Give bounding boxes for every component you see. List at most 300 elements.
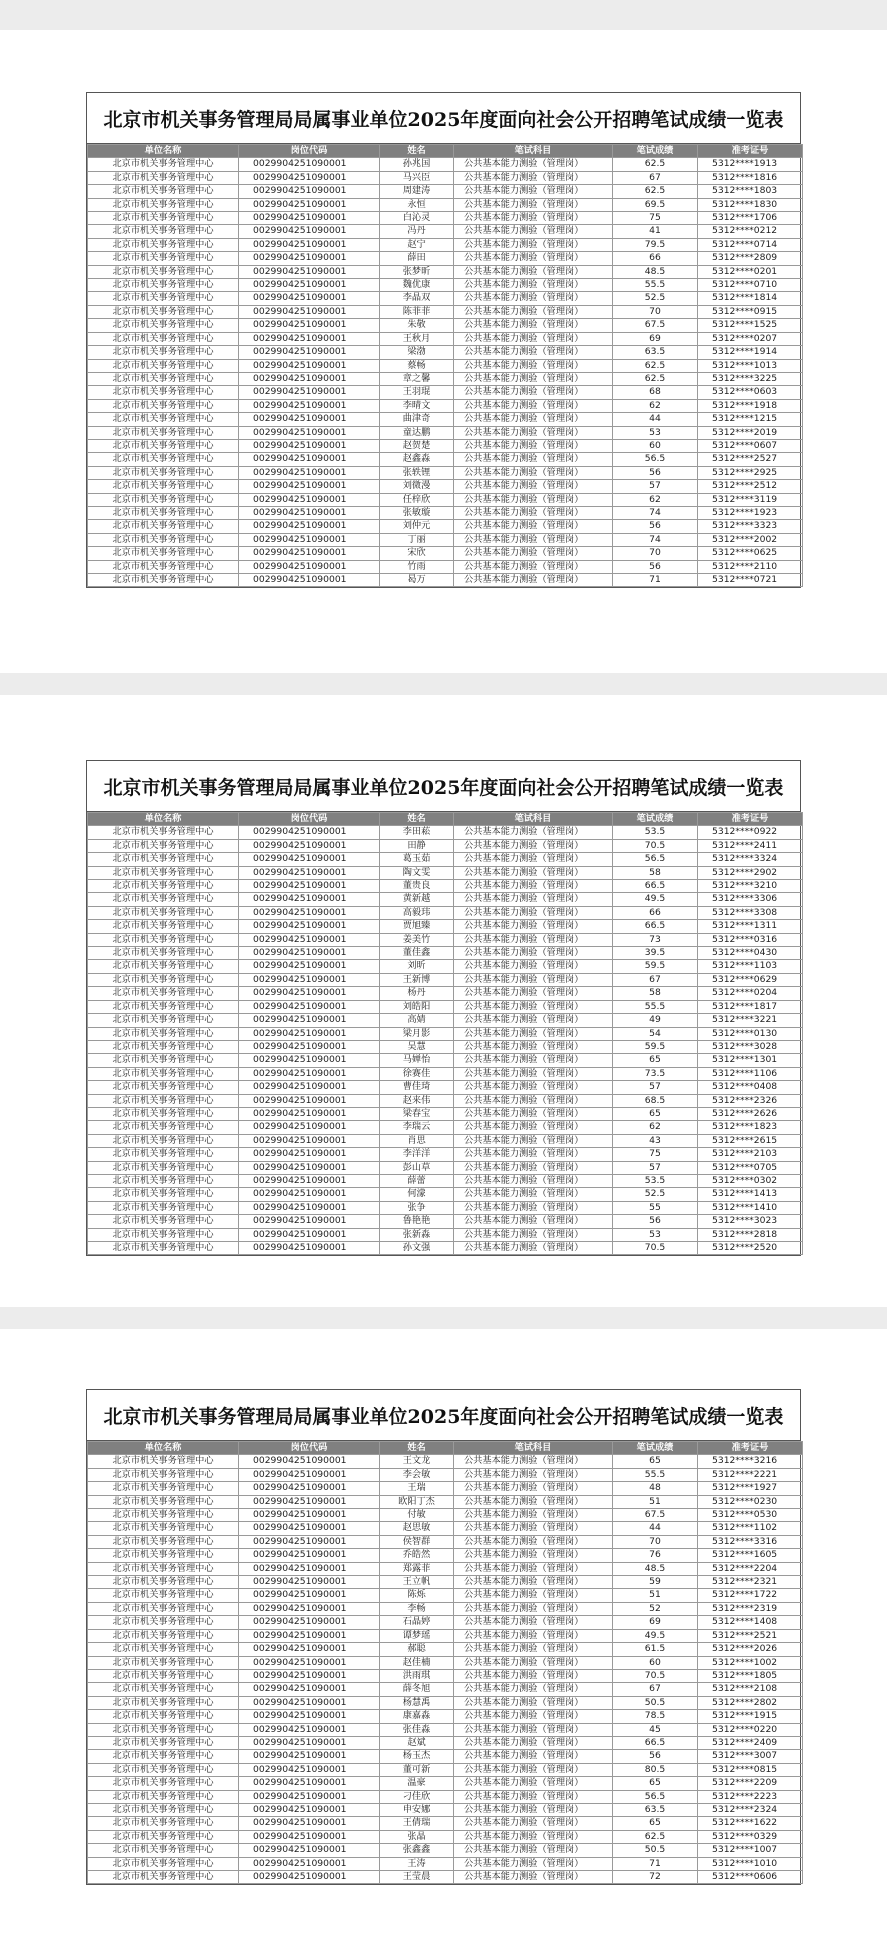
exam-score-cell: 62 bbox=[613, 399, 698, 412]
candidate-name-cell: 白沁灵 bbox=[380, 212, 454, 225]
ticket-number-cell: 5312****1816 bbox=[698, 171, 803, 184]
table-row bbox=[88, 987, 803, 1000]
ticket-number-cell: 5312****1830 bbox=[698, 198, 803, 211]
exam-subject-cell: 公共基本能力测验（管理岗） bbox=[454, 305, 613, 318]
header-ticket-number: 准考证号 bbox=[698, 145, 803, 158]
exam-subject-cell: 公共基本能力测验（管理岗） bbox=[454, 1535, 613, 1548]
unit-name-cell: 北京市机关事务管理中心 bbox=[88, 1014, 239, 1027]
table-row bbox=[88, 1683, 803, 1696]
post-code-cell: 0029904251090001 bbox=[239, 346, 380, 359]
unit-name-cell: 北京市机关事务管理中心 bbox=[88, 305, 239, 318]
exam-score-cell: 75 bbox=[613, 212, 698, 225]
post-code-cell: 0029904251090001 bbox=[239, 1495, 380, 1508]
exam-score-cell: 58 bbox=[613, 987, 698, 1000]
exam-subject-cell: 公共基本能力测验（管理岗） bbox=[454, 238, 613, 251]
ticket-number-cell: 5312****1817 bbox=[698, 1000, 803, 1013]
ticket-number-cell: 5312****0710 bbox=[698, 279, 803, 292]
post-code-cell: 0029904251090001 bbox=[239, 413, 380, 426]
ticket-number-cell: 5312****2223 bbox=[698, 1790, 803, 1803]
candidate-name-cell: 赵斌 bbox=[380, 1736, 454, 1749]
exam-score-cell: 61.5 bbox=[613, 1643, 698, 1656]
unit-name-cell: 北京市机关事务管理中心 bbox=[88, 1121, 239, 1134]
table-row bbox=[88, 1121, 803, 1134]
ticket-number-cell: 5312****3023 bbox=[698, 1215, 803, 1228]
ticket-number-cell: 5312****0207 bbox=[698, 332, 803, 345]
table-row bbox=[88, 1669, 803, 1682]
ticket-number-cell: 5312****1408 bbox=[698, 1616, 803, 1629]
candidate-name-cell: 刁佳欣 bbox=[380, 1790, 454, 1803]
candidate-name-cell: 竹雨 bbox=[380, 560, 454, 573]
exam-score-cell: 53 bbox=[613, 1228, 698, 1241]
ticket-number-cell: 5312****3323 bbox=[698, 520, 803, 533]
table-row bbox=[88, 185, 803, 198]
ticket-number-cell: 5312****1010 bbox=[698, 1857, 803, 1870]
exam-score-cell: 70.5 bbox=[613, 1669, 698, 1682]
score-table bbox=[87, 144, 803, 587]
exam-subject-cell: 公共基本能力测验（管理岗） bbox=[454, 1161, 613, 1174]
post-code-cell: 0029904251090001 bbox=[239, 1000, 380, 1013]
exam-subject-cell: 公共基本能力测验（管理岗） bbox=[454, 1710, 613, 1723]
table-row bbox=[88, 1830, 803, 1843]
candidate-name-cell: 姜美竹 bbox=[380, 933, 454, 946]
post-code-cell: 0029904251090001 bbox=[239, 1696, 380, 1709]
post-code-cell: 0029904251090001 bbox=[239, 960, 380, 973]
candidate-name-cell: 刘仲元 bbox=[380, 520, 454, 533]
unit-name-cell: 北京市机关事务管理中心 bbox=[88, 372, 239, 385]
exam-subject-cell: 公共基本能力测验（管理岗） bbox=[454, 1215, 613, 1228]
exam-subject-cell: 公共基本能力测验（管理岗） bbox=[454, 1134, 613, 1147]
post-code-cell: 0029904251090001 bbox=[239, 1857, 380, 1870]
ticket-number-cell: 5312****2925 bbox=[698, 466, 803, 479]
post-code-cell: 0029904251090001 bbox=[239, 439, 380, 452]
unit-name-cell: 北京市机关事务管理中心 bbox=[88, 906, 239, 919]
exam-subject-cell: 公共基本能力测验（管理岗） bbox=[454, 1750, 613, 1763]
candidate-name-cell: 陶文雯 bbox=[380, 866, 454, 879]
unit-name-cell: 北京市机关事务管理中心 bbox=[88, 1562, 239, 1575]
table-row bbox=[88, 1803, 803, 1816]
ticket-number-cell: 5312****0430 bbox=[698, 947, 803, 960]
ticket-number-cell: 5312****2527 bbox=[698, 453, 803, 466]
candidate-name-cell: 李晴文 bbox=[380, 399, 454, 412]
candidate-name-cell: 董贵良 bbox=[380, 880, 454, 893]
exam-subject-cell: 公共基本能力测验（管理岗） bbox=[454, 906, 613, 919]
table-body bbox=[88, 158, 803, 587]
table-row bbox=[88, 520, 803, 533]
post-code-cell: 0029904251090001 bbox=[239, 1763, 380, 1776]
post-code-cell: 0029904251090001 bbox=[239, 158, 380, 171]
document-page-1 bbox=[0, 30, 887, 673]
post-code-cell: 0029904251090001 bbox=[239, 279, 380, 292]
table-row bbox=[88, 171, 803, 184]
post-code-cell: 0029904251090001 bbox=[239, 1643, 380, 1656]
exam-subject-cell: 公共基本能力测验（管理岗） bbox=[454, 1576, 613, 1589]
candidate-name-cell: 赵佳楠 bbox=[380, 1656, 454, 1669]
post-code-cell: 0029904251090001 bbox=[239, 880, 380, 893]
table-row bbox=[88, 1027, 803, 1040]
exam-subject-cell: 公共基本能力测验（管理岗） bbox=[454, 185, 613, 198]
ticket-number-cell: 5312****2019 bbox=[698, 426, 803, 439]
ticket-number-cell: 5312****3216 bbox=[698, 1455, 803, 1468]
header-post-code: 岗位代码 bbox=[239, 145, 380, 158]
unit-name-cell: 北京市机关事务管理中心 bbox=[88, 413, 239, 426]
ticket-number-cell: 5312****0212 bbox=[698, 225, 803, 238]
ticket-number-cell: 5312****1102 bbox=[698, 1522, 803, 1535]
candidate-name-cell: 杨丹 bbox=[380, 987, 454, 1000]
exam-subject-cell: 公共基本能力测验（管理岗） bbox=[454, 1830, 613, 1843]
exam-score-cell: 70 bbox=[613, 547, 698, 560]
exam-score-cell: 76 bbox=[613, 1549, 698, 1562]
post-code-cell: 0029904251090001 bbox=[239, 1522, 380, 1535]
exam-subject-cell: 公共基本能力测验（管理岗） bbox=[454, 386, 613, 399]
candidate-name-cell: 张争 bbox=[380, 1201, 454, 1214]
post-code-cell: 0029904251090001 bbox=[239, 1589, 380, 1602]
header-unit-name: 单位名称 bbox=[88, 813, 239, 826]
unit-name-cell: 北京市机关事务管理中心 bbox=[88, 1174, 239, 1187]
exam-score-cell: 59 bbox=[613, 1576, 698, 1589]
exam-subject-cell: 公共基本能力测验（管理岗） bbox=[454, 987, 613, 1000]
exam-score-cell: 57 bbox=[613, 1081, 698, 1094]
exam-score-cell: 72 bbox=[613, 1871, 698, 1884]
unit-name-cell: 北京市机关事务管理中心 bbox=[88, 1576, 239, 1589]
ticket-number-cell: 5312****1002 bbox=[698, 1656, 803, 1669]
candidate-name-cell: 鲁艳艳 bbox=[380, 1215, 454, 1228]
score-sheet bbox=[86, 760, 801, 1256]
exam-subject-cell: 公共基本能力测验（管理岗） bbox=[454, 1817, 613, 1830]
exam-subject-cell: 公共基本能力测验（管理岗） bbox=[454, 1107, 613, 1120]
ticket-number-cell: 5312****3007 bbox=[698, 1750, 803, 1763]
ticket-number-cell: 5312****2321 bbox=[698, 1576, 803, 1589]
unit-name-cell: 北京市机关事务管理中心 bbox=[88, 1107, 239, 1120]
exam-score-cell: 66.5 bbox=[613, 880, 698, 893]
ticket-number-cell: 5312****1215 bbox=[698, 413, 803, 426]
candidate-name-cell: 康嘉淼 bbox=[380, 1710, 454, 1723]
exam-score-cell: 62.5 bbox=[613, 372, 698, 385]
exam-score-cell: 65 bbox=[613, 1107, 698, 1120]
exam-subject-cell: 公共基本能力测验（管理岗） bbox=[454, 1468, 613, 1481]
post-code-cell: 0029904251090001 bbox=[239, 1535, 380, 1548]
table-row bbox=[88, 1495, 803, 1508]
exam-subject-cell: 公共基本能力测验（管理岗） bbox=[454, 1723, 613, 1736]
unit-name-cell: 北京市机关事务管理中心 bbox=[88, 1455, 239, 1468]
table-row bbox=[88, 466, 803, 479]
unit-name-cell: 北京市机关事务管理中心 bbox=[88, 1054, 239, 1067]
exam-score-cell: 50.5 bbox=[613, 1696, 698, 1709]
sheet-title: 北京市机关事务管理局局属事业单位2025年度面向社会公开招聘笔试成绩一览表 bbox=[87, 1390, 800, 1441]
unit-name-cell: 北京市机关事务管理中心 bbox=[88, 279, 239, 292]
unit-name-cell: 北京市机关事务管理中心 bbox=[88, 1242, 239, 1255]
candidate-name-cell: 李田菘 bbox=[380, 826, 454, 839]
exam-subject-cell: 公共基本能力测验（管理岗） bbox=[454, 547, 613, 560]
ticket-number-cell: 5312****0201 bbox=[698, 265, 803, 278]
unit-name-cell: 北京市机关事务管理中心 bbox=[88, 292, 239, 305]
candidate-name-cell: 魏优康 bbox=[380, 279, 454, 292]
document-page-2 bbox=[0, 695, 887, 1307]
exam-score-cell: 71 bbox=[613, 1857, 698, 1870]
table-row bbox=[88, 880, 803, 893]
exam-score-cell: 67.5 bbox=[613, 1509, 698, 1522]
unit-name-cell: 北京市机关事务管理中心 bbox=[88, 1790, 239, 1803]
unit-name-cell: 北京市机关事务管理中心 bbox=[88, 547, 239, 560]
post-code-cell: 0029904251090001 bbox=[239, 560, 380, 573]
candidate-name-cell: 贾旭臻 bbox=[380, 920, 454, 933]
exam-score-cell: 67 bbox=[613, 973, 698, 986]
ticket-number-cell: 5312****0606 bbox=[698, 1871, 803, 1884]
post-code-cell: 0029904251090001 bbox=[239, 238, 380, 251]
exam-subject-cell: 公共基本能力测验（管理岗） bbox=[454, 866, 613, 879]
unit-name-cell: 北京市机关事务管理中心 bbox=[88, 453, 239, 466]
post-code-cell: 0029904251090001 bbox=[239, 1790, 380, 1803]
ticket-number-cell: 5312****3225 bbox=[698, 372, 803, 385]
post-code-cell: 0029904251090001 bbox=[239, 947, 380, 960]
exam-score-cell: 66.5 bbox=[613, 920, 698, 933]
post-code-cell: 0029904251090001 bbox=[239, 1014, 380, 1027]
post-code-cell: 0029904251090001 bbox=[239, 1054, 380, 1067]
table-row bbox=[88, 198, 803, 211]
exam-subject-cell: 公共基本能力测验（管理岗） bbox=[454, 1014, 613, 1027]
post-code-cell: 0029904251090001 bbox=[239, 1228, 380, 1241]
exam-subject-cell: 公共基本能力测验（管理岗） bbox=[454, 533, 613, 546]
candidate-name-cell: 薛冬旭 bbox=[380, 1683, 454, 1696]
exam-score-cell: 70 bbox=[613, 1535, 698, 1548]
unit-name-cell: 北京市机关事务管理中心 bbox=[88, 1616, 239, 1629]
table-row bbox=[88, 1054, 803, 1067]
unit-name-cell: 北京市机关事务管理中心 bbox=[88, 212, 239, 225]
ticket-number-cell: 5312****0607 bbox=[698, 439, 803, 452]
exam-score-cell: 44 bbox=[613, 1522, 698, 1535]
table-row bbox=[88, 1509, 803, 1522]
unit-name-cell: 北京市机关事务管理中心 bbox=[88, 1844, 239, 1857]
exam-score-cell: 65 bbox=[613, 1455, 698, 1468]
ticket-number-cell: 5312****0204 bbox=[698, 987, 803, 1000]
table-row bbox=[88, 574, 803, 587]
table-row bbox=[88, 1067, 803, 1080]
table-row bbox=[88, 933, 803, 946]
table-row bbox=[88, 1629, 803, 1642]
table-row bbox=[88, 947, 803, 960]
table-row bbox=[88, 1201, 803, 1214]
unit-name-cell: 北京市机关事务管理中心 bbox=[88, 332, 239, 345]
post-code-cell: 0029904251090001 bbox=[239, 1871, 380, 1884]
unit-name-cell: 北京市机关事务管理中心 bbox=[88, 439, 239, 452]
exam-subject-cell: 公共基本能力测验（管理岗） bbox=[454, 1616, 613, 1629]
ticket-number-cell: 5312****0408 bbox=[698, 1081, 803, 1094]
header-post-code: 岗位代码 bbox=[239, 1442, 380, 1455]
table-row bbox=[88, 893, 803, 906]
table-row bbox=[88, 853, 803, 866]
table-row bbox=[88, 1549, 803, 1562]
unit-name-cell: 北京市机关事务管理中心 bbox=[88, 225, 239, 238]
candidate-name-cell: 李会敏 bbox=[380, 1468, 454, 1481]
score-sheet bbox=[86, 1389, 801, 1885]
candidate-name-cell: 王秋月 bbox=[380, 332, 454, 345]
ticket-number-cell: 5312****1605 bbox=[698, 1549, 803, 1562]
candidate-name-cell: 马婵怡 bbox=[380, 1054, 454, 1067]
exam-subject-cell: 公共基本能力测验（管理岗） bbox=[454, 319, 613, 332]
post-code-cell: 0029904251090001 bbox=[239, 1148, 380, 1161]
exam-subject-cell: 公共基本能力测验（管理岗） bbox=[454, 1683, 613, 1696]
header-ticket-number: 准考证号 bbox=[698, 1442, 803, 1455]
table-row bbox=[88, 1535, 803, 1548]
unit-name-cell: 北京市机关事务管理中心 bbox=[88, 319, 239, 332]
post-code-cell: 0029904251090001 bbox=[239, 1723, 380, 1736]
candidate-name-cell: 张晶 bbox=[380, 1830, 454, 1843]
exam-subject-cell: 公共基本能力测验（管理岗） bbox=[454, 960, 613, 973]
candidate-name-cell: 李畅 bbox=[380, 1602, 454, 1615]
ticket-number-cell: 5312****0230 bbox=[698, 1495, 803, 1508]
ticket-number-cell: 5312****2324 bbox=[698, 1803, 803, 1816]
table-row bbox=[88, 332, 803, 345]
exam-subject-cell: 公共基本能力测验（管理岗） bbox=[454, 225, 613, 238]
exam-subject-cell: 公共基本能力测验（管理岗） bbox=[454, 1495, 613, 1508]
unit-name-cell: 北京市机关事务管理中心 bbox=[88, 1134, 239, 1147]
table-row bbox=[88, 1871, 803, 1884]
ticket-number-cell: 5312****1007 bbox=[698, 1844, 803, 1857]
unit-name-cell: 北京市机关事务管理中心 bbox=[88, 1817, 239, 1830]
post-code-cell: 0029904251090001 bbox=[239, 533, 380, 546]
ticket-number-cell: 5312****1301 bbox=[698, 1054, 803, 1067]
table-row bbox=[88, 480, 803, 493]
table-row bbox=[88, 279, 803, 292]
unit-name-cell: 北京市机关事务管理中心 bbox=[88, 1081, 239, 1094]
unit-name-cell: 北京市机关事务管理中心 bbox=[88, 1000, 239, 1013]
exam-score-cell: 60 bbox=[613, 439, 698, 452]
ticket-number-cell: 5312****3028 bbox=[698, 1040, 803, 1053]
table-row bbox=[88, 1736, 803, 1749]
post-code-cell: 0029904251090001 bbox=[239, 399, 380, 412]
post-code-cell: 0029904251090001 bbox=[239, 987, 380, 1000]
header-exam-score: 笔试成绩 bbox=[613, 1442, 698, 1455]
table-row bbox=[88, 1562, 803, 1575]
exam-subject-cell: 公共基本能力测验（管理岗） bbox=[454, 198, 613, 211]
unit-name-cell: 北京市机关事务管理中心 bbox=[88, 185, 239, 198]
unit-name-cell: 北京市机关事务管理中心 bbox=[88, 1683, 239, 1696]
table-body bbox=[88, 1455, 803, 1884]
table-row bbox=[88, 866, 803, 879]
post-code-cell: 0029904251090001 bbox=[239, 480, 380, 493]
exam-score-cell: 62.5 bbox=[613, 185, 698, 198]
exam-score-cell: 62.5 bbox=[613, 1830, 698, 1843]
post-code-cell: 0029904251090001 bbox=[239, 1669, 380, 1682]
exam-score-cell: 52.5 bbox=[613, 1188, 698, 1201]
exam-subject-cell: 公共基本能力测验（管理岗） bbox=[454, 1027, 613, 1040]
post-code-cell: 0029904251090001 bbox=[239, 292, 380, 305]
candidate-name-cell: 孙兆国 bbox=[380, 158, 454, 171]
unit-name-cell: 北京市机关事务管理中心 bbox=[88, 1482, 239, 1495]
exam-score-cell: 66 bbox=[613, 906, 698, 919]
exam-score-cell: 51 bbox=[613, 1495, 698, 1508]
table-row bbox=[88, 238, 803, 251]
unit-name-cell: 北京市机关事务管理中心 bbox=[88, 1148, 239, 1161]
ticket-number-cell: 5312****3119 bbox=[698, 493, 803, 506]
candidate-name-cell: 徐赛佳 bbox=[380, 1067, 454, 1080]
post-code-cell: 0029904251090001 bbox=[239, 359, 380, 372]
exam-score-cell: 53.5 bbox=[613, 1174, 698, 1187]
table-header-row bbox=[88, 145, 803, 158]
unit-name-cell: 北京市机关事务管理中心 bbox=[88, 265, 239, 278]
exam-score-cell: 49.5 bbox=[613, 893, 698, 906]
exam-subject-cell: 公共基本能力测验（管理岗） bbox=[454, 1201, 613, 1214]
ticket-number-cell: 5312****1814 bbox=[698, 292, 803, 305]
exam-subject-cell: 公共基本能力测验（管理岗） bbox=[454, 493, 613, 506]
candidate-name-cell: 张新淼 bbox=[380, 1228, 454, 1241]
ticket-number-cell: 5312****2902 bbox=[698, 866, 803, 879]
candidate-name-cell: 黄新越 bbox=[380, 893, 454, 906]
ticket-number-cell: 5312****1823 bbox=[698, 1121, 803, 1134]
post-code-cell: 0029904251090001 bbox=[239, 319, 380, 332]
table-row bbox=[88, 346, 803, 359]
unit-name-cell: 北京市机关事务管理中心 bbox=[88, 1857, 239, 1870]
unit-name-cell: 北京市机关事务管理中心 bbox=[88, 1629, 239, 1642]
post-code-cell: 0029904251090001 bbox=[239, 305, 380, 318]
table-row bbox=[88, 906, 803, 919]
exam-score-cell: 65 bbox=[613, 1054, 698, 1067]
ticket-number-cell: 5312****2818 bbox=[698, 1228, 803, 1241]
ticket-number-cell: 5312****0922 bbox=[698, 826, 803, 839]
post-code-cell: 0029904251090001 bbox=[239, 1134, 380, 1147]
candidate-name-cell: 蔡畅 bbox=[380, 359, 454, 372]
exam-subject-cell: 公共基本能力测验（管理岗） bbox=[454, 292, 613, 305]
exam-score-cell: 56 bbox=[613, 466, 698, 479]
exam-subject-cell: 公共基本能力测验（管理岗） bbox=[454, 426, 613, 439]
exam-score-cell: 62.5 bbox=[613, 158, 698, 171]
candidate-name-cell: 杨慧禹 bbox=[380, 1696, 454, 1709]
exam-score-cell: 73 bbox=[613, 933, 698, 946]
unit-name-cell: 北京市机关事务管理中心 bbox=[88, 359, 239, 372]
exam-subject-cell: 公共基本能力测验（管理岗） bbox=[454, 1669, 613, 1682]
candidate-name-cell: 彭山草 bbox=[380, 1161, 454, 1174]
exam-score-cell: 65 bbox=[613, 1817, 698, 1830]
exam-score-cell: 69 bbox=[613, 332, 698, 345]
exam-subject-cell: 公共基本能力测验（管理岗） bbox=[454, 480, 613, 493]
ticket-number-cell: 5312****1913 bbox=[698, 158, 803, 171]
unit-name-cell: 北京市机关事务管理中心 bbox=[88, 1763, 239, 1776]
exam-subject-cell: 公共基本能力测验（管理岗） bbox=[454, 933, 613, 946]
table-row bbox=[88, 225, 803, 238]
ticket-number-cell: 5312****1622 bbox=[698, 1817, 803, 1830]
exam-subject-cell: 公共基本能力测验（管理岗） bbox=[454, 346, 613, 359]
exam-subject-cell: 公共基本能力测验（管理岗） bbox=[454, 1696, 613, 1709]
exam-subject-cell: 公共基本能力测验（管理岗） bbox=[454, 212, 613, 225]
exam-subject-cell: 公共基本能力测验（管理岗） bbox=[454, 1040, 613, 1053]
unit-name-cell: 北京市机关事务管理中心 bbox=[88, 1027, 239, 1040]
unit-name-cell: 北京市机关事务管理中心 bbox=[88, 1669, 239, 1682]
exam-subject-cell: 公共基本能力测验（管理岗） bbox=[454, 839, 613, 852]
unit-name-cell: 北京市机关事务管理中心 bbox=[88, 1161, 239, 1174]
post-code-cell: 0029904251090001 bbox=[239, 906, 380, 919]
unit-name-cell: 北京市机关事务管理中心 bbox=[88, 171, 239, 184]
post-code-cell: 0029904251090001 bbox=[239, 920, 380, 933]
unit-name-cell: 北京市机关事务管理中心 bbox=[88, 426, 239, 439]
ticket-number-cell: 5312****0625 bbox=[698, 547, 803, 560]
post-code-cell: 0029904251090001 bbox=[239, 225, 380, 238]
post-code-cell: 0029904251090001 bbox=[239, 386, 380, 399]
exam-subject-cell: 公共基本能力测验（管理岗） bbox=[454, 279, 613, 292]
exam-subject-cell: 公共基本能力测验（管理岗） bbox=[454, 1871, 613, 1884]
post-code-cell: 0029904251090001 bbox=[239, 372, 380, 385]
unit-name-cell: 北京市机关事务管理中心 bbox=[88, 252, 239, 265]
post-code-cell: 0029904251090001 bbox=[239, 252, 380, 265]
post-code-cell: 0029904251090001 bbox=[239, 1201, 380, 1214]
unit-name-cell: 北京市机关事务管理中心 bbox=[88, 1495, 239, 1508]
ticket-number-cell: 5312****1915 bbox=[698, 1710, 803, 1723]
candidate-name-cell: 肖思 bbox=[380, 1134, 454, 1147]
post-code-cell: 0029904251090001 bbox=[239, 1067, 380, 1080]
post-code-cell: 0029904251090001 bbox=[239, 1844, 380, 1857]
ticket-number-cell: 5312****2221 bbox=[698, 1468, 803, 1481]
unit-name-cell: 北京市机关事务管理中心 bbox=[88, 520, 239, 533]
candidate-name-cell: 洪雨琪 bbox=[380, 1669, 454, 1682]
unit-name-cell: 北京市机关事务管理中心 bbox=[88, 238, 239, 251]
